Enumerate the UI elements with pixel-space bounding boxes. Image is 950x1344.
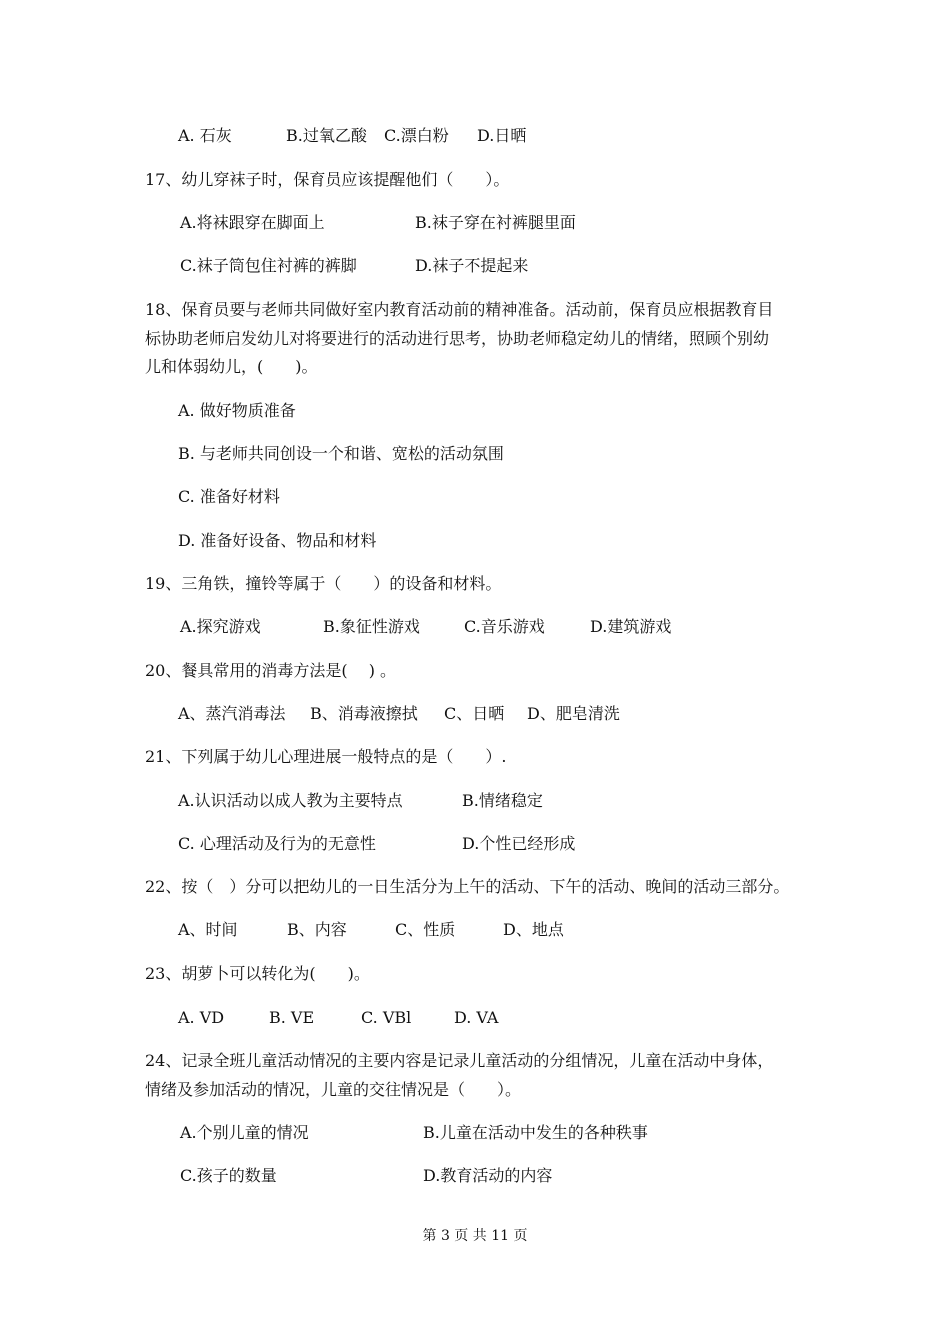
q21-option-a: A.认识活动以成人教为主要特点 — [178, 791, 403, 810]
q23-option-a: A. VD — [178, 1008, 225, 1027]
q24-option-a: A.个别儿童的情况 — [180, 1123, 309, 1142]
q17-option-a: A.将袜跟穿在脚面上 — [180, 213, 325, 232]
q17-option-d: D.袜子不提起来 — [415, 256, 529, 275]
q24-text-line-2: 情绪及参加活动的情况，儿童的交往情况是（ ）。 — [145, 1080, 522, 1099]
q21-option-c: C. 心理活动及行为的无意性 — [178, 834, 376, 853]
q20-text: 20、餐具常用的消毒方法是( ) 。 — [145, 661, 397, 680]
q18-text-line-2: 标协助老师启发幼儿对将要进行的活动进行思考，协助老师稳定幼儿的情绪，照顾个别幼 — [145, 329, 770, 348]
q17-option-c: C.袜子筒包住衬裤的裤脚 — [180, 256, 357, 275]
q23-option-b: B. VE — [269, 1008, 315, 1027]
q23-option-d: D. VA — [454, 1008, 499, 1027]
q24-option-b: B.儿童在活动中发生的各种秩事 — [423, 1123, 648, 1142]
q21-option-b: B.情绪稳定 — [462, 791, 543, 810]
q16-option-c: C.漂白粉 — [384, 126, 449, 145]
q21-text: 21、下列属于幼儿心理进展一般特点的是（ ）. — [145, 747, 507, 766]
q17-text: 17、幼儿穿袜子时，保育员应该提醒他们（ ）。 — [145, 170, 510, 189]
q22-option-d: D、地点 — [503, 920, 564, 939]
q22-text: 22、按（ ）分可以把幼儿的一日生活分为上午的活动、下午的活动、晚间的活动三部分。 — [145, 877, 790, 896]
q24-option-c: C.孩子的数量 — [180, 1166, 277, 1185]
q18-text-line-1: 18、保育员要与老师共同做好室内教育活动前的精神准备。活动前，保育员应根据教育目 — [145, 300, 774, 319]
q20-option-d: D、肥皂清洗 — [527, 704, 620, 723]
q18-option-c: C. 准备好材料 — [178, 487, 280, 506]
q23-text: 23、胡萝卜可以转化为( )。 — [145, 964, 370, 983]
q23-option-c: C. VBl — [361, 1008, 412, 1027]
q19-text: 19、三角铁，撞铃等属于（ ）的设备和材料。 — [145, 574, 502, 593]
q20-option-a: A、蒸汽消毒法 — [178, 704, 286, 723]
q16-option-a: A. 石灰 — [178, 126, 232, 145]
q19-option-b: B.象征性游戏 — [323, 617, 420, 636]
q19-option-a: A.探究游戏 — [180, 617, 261, 636]
q16-option-d: D.日晒 — [477, 126, 527, 145]
q16-option-b: B.过氧乙酸 — [286, 126, 367, 145]
q22-option-c: C、性质 — [395, 920, 456, 939]
q18-text-line-3: 儿和体弱幼儿，( )。 — [145, 357, 318, 376]
q18-option-d: D. 准备好设备、物品和材料 — [178, 531, 377, 550]
q22-option-a: A、时间 — [178, 920, 238, 939]
q22-option-b: B、内容 — [287, 920, 347, 939]
q19-option-c: C.音乐游戏 — [464, 617, 545, 636]
q20-option-c: C、日晒 — [444, 704, 505, 723]
q24-option-d: D.教育活动的内容 — [423, 1166, 553, 1185]
q18-option-b: B. 与老师共同创设一个和谐、宽松的活动氛围 — [178, 444, 504, 463]
q19-option-d: D.建筑游戏 — [590, 617, 672, 636]
q17-option-b: B.袜子穿在衬裤腿里面 — [415, 213, 576, 232]
q24-text-line-1: 24、记录全班儿童活动情况的主要内容是记录儿童活动的分组情况，儿童在活动中身体， — [145, 1051, 774, 1070]
q20-option-b: B、消毒液擦拭 — [310, 704, 418, 723]
q21-option-d: D.个性已经形成 — [462, 834, 576, 853]
page-number-footer: 第 3 页 共 11 页 — [422, 1228, 528, 1244]
q18-option-a: A. 做好物质准备 — [178, 401, 296, 420]
